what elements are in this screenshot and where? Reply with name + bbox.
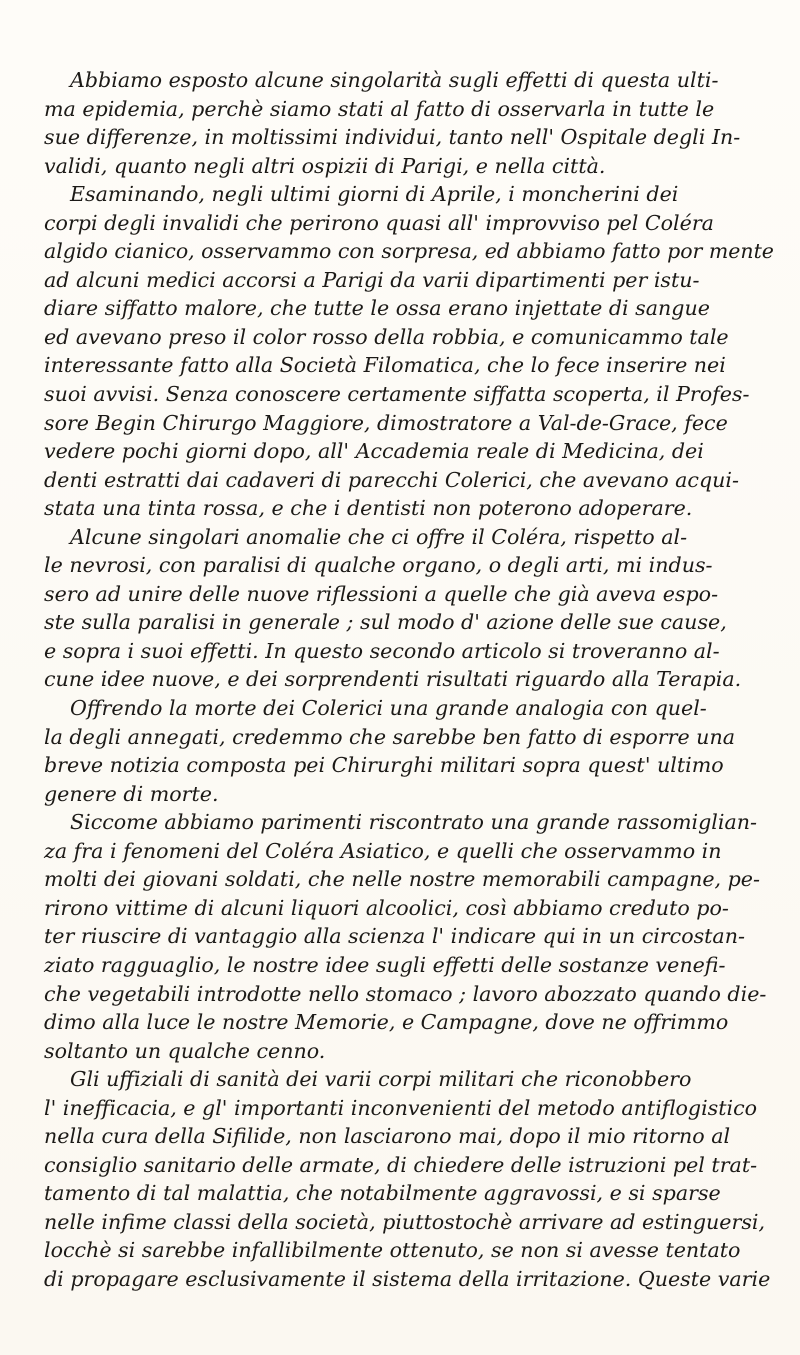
text-line: tamento di tal malattia, che notabilmente aggravossi, e si sparse xyxy=(44,1181,721,1206)
text-line: Abbiamo esposto alcune singolarità sugli effetti di questa ulti- xyxy=(70,68,719,92)
text-line: Siccome abbiamo parimenti riscontrato una grande rassomiglian- xyxy=(70,810,757,835)
text-line: locchè si sarebbe infallibilmente ottenuto, se non si avesse tentato xyxy=(44,1238,741,1263)
text-line: rirono vittime di alcuni liquori alcoolici, così abbiamo creduto po- xyxy=(44,895,729,920)
text-line: cune idee nuove, e dei sorprendenti risultati riguardo alla Terapia. xyxy=(44,667,742,692)
text-line: ter riuscire di vantaggio alla scienza l' indicare qui in un circostan- xyxy=(44,924,745,949)
text-line: interessante fatto alla Società Filomatica, che lo fece inserire nei xyxy=(44,353,726,378)
text-line: genere di morte. xyxy=(44,781,219,806)
text-line: vedere pochi giorni dopo, all' Accademia reale di Medicina, dei xyxy=(44,439,704,464)
text-line: che vegetabili introdotte nello stomaco ; lavoro abozzato quando die- xyxy=(44,981,767,1006)
text-line: sue differenze, in moltissimi individui, tanto nell' Ospitale degli In- xyxy=(44,125,741,150)
text-line: ad alcuni medici accorsi a Parigi da varii dipartimenti per istu- xyxy=(44,267,700,292)
text-line: le nevrosi, con paralisi di qualche organo, o degli arti, mi indus- xyxy=(44,553,713,578)
text-line: nella cura della Sifilide, non lasciarono mai, dopo il mio ritorno al xyxy=(44,1124,731,1149)
text-line: sore Begin Chirurgo Maggiore, dimostratore a Val-de-Grace, fece xyxy=(44,410,728,435)
body-text xyxy=(44,66,774,1294)
text-line: dimo alla luce le nostre Memorie, e Campagne, dove ne offrimmo xyxy=(44,1010,729,1035)
text-line: corpi degli invalidi che perirono quasi all' improvviso pel Coléra xyxy=(44,210,714,235)
text-line: Offrendo la morte dei Colerici una grande analogia con quel- xyxy=(70,696,707,721)
text-line: validi, quanto negli altri ospizii di Parigi, e nella città. xyxy=(44,153,606,178)
text-line: za fra i fenomeni del Coléra Asiatico, e quelli che osservammo in xyxy=(44,838,722,863)
text-line: ma epidemia, perchè siamo stati al fatto di osservarla in tutte le xyxy=(44,96,715,121)
text-line: breve notizia composta pei Chirurghi militari sopra quest' ultimo xyxy=(44,753,724,778)
text-line: sero ad unire delle nuove riflessioni a quelle che già aveva espo- xyxy=(44,581,719,606)
text-line: Esaminando, negli ultimi giorni di Aprile, i moncherini dei xyxy=(70,182,679,207)
text-line: ed avevano preso il color rosso della robbia, e comunicammo tale xyxy=(44,324,729,349)
text-line: Gli uffiziali di sanità dei varii corpi militari che riconobbero xyxy=(70,1067,692,1092)
text-line: nelle infime classi della società, piuttostochè arrivare ad estinguersi, xyxy=(44,1209,766,1234)
text-line: stata una tinta rossa, e che i dentisti non poterono adoperare. xyxy=(44,496,693,521)
text-line: l' inefficacia, e gl' importanti inconvenienti del metodo antiflogistico xyxy=(44,1095,758,1120)
text-line: algido cianico, osservammo con sorpresa, ed abbiamo fatto por mente xyxy=(44,239,774,264)
text-line: consiglio sanitario delle armate, di chiedere delle istruzioni pel trat- xyxy=(44,1152,758,1177)
text-line: Alcune singolari anomalie che ci offre il Coléra, rispetto al- xyxy=(70,524,688,549)
text-line: di propagare esclusivamente il sistema della irritazione. Queste varie xyxy=(44,1266,771,1291)
text-line: molti dei giovani soldati, che nelle nostre memorabili campagne, pe- xyxy=(44,867,760,892)
text-line: ziato ragguaglio, le nostre idee sugli effetti delle sostanze venefi- xyxy=(44,952,726,977)
text-line: ste sulla paralisi in generale ; sul modo d' azione delle sue cause, xyxy=(44,610,727,635)
text-line: suoi avvisi. Senza conoscere certamente siffatta scoperta, il Profes- xyxy=(44,382,750,407)
text-line: la degli annegati, credemmo che sarebbe ben fatto di esporre una xyxy=(44,724,735,749)
text-line: diare siffatto malore, che tutte le ossa erano injettate di sangue xyxy=(44,296,710,321)
text-line: soltanto un qualche cenno. xyxy=(44,1038,326,1063)
text-line: denti estratti dai cadaveri di parecchi Colerici, che avevano acqui- xyxy=(44,467,739,492)
text-line: e sopra i suoi effetti. In questo secondo articolo si troveranno al- xyxy=(44,638,720,663)
